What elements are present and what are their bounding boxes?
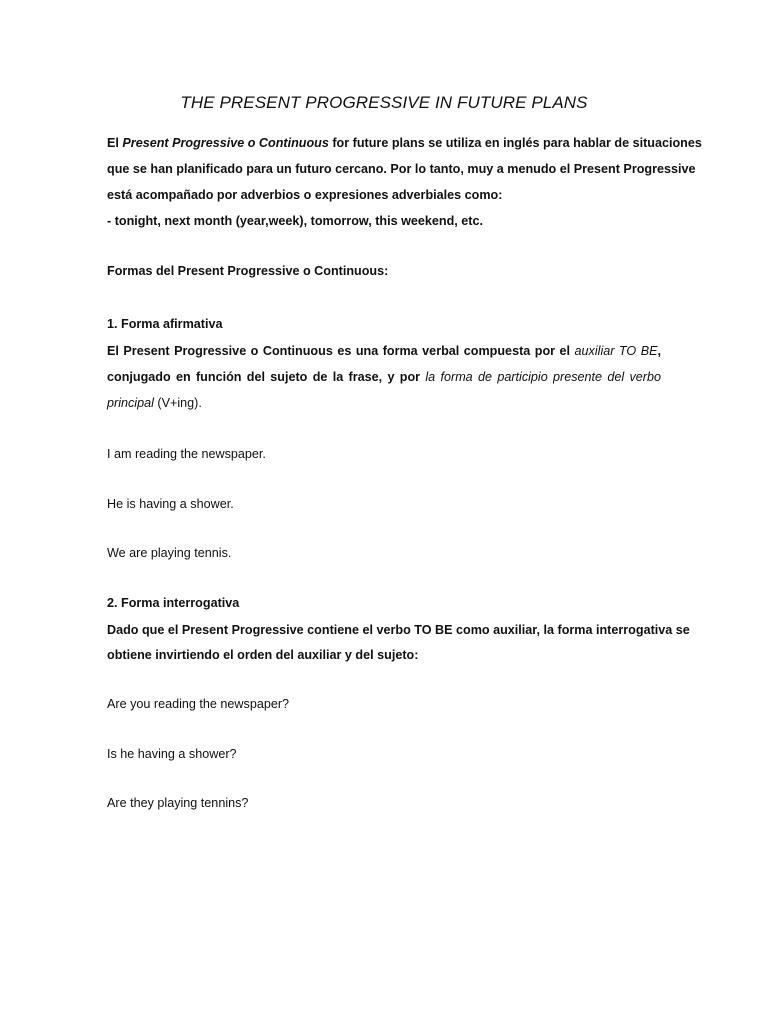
example-sentence: I am reading the newspaper. [107,447,266,461]
section1-text: conjugado en función del sujeto de la frase, y por [107,370,426,384]
intro-line-3: está acompañado por adverbios o expresiones adverbiales como: [107,188,503,202]
section2-line-2: obtiene invirtiendo el orden del auxiliar y del sujeto: [107,648,419,662]
section2-heading: 2. Forma interrogativa [107,596,240,610]
intro-line-4: - tonight, next month (year,week), tomorrow, this weekend, etc. [107,214,484,228]
intro-line-1 [107,135,702,151]
section1-text: , [657,344,661,358]
section1-emphasis: auxiliar TO BE [574,344,658,358]
intro-line-2: que se han planificado para un futuro cercano. Por lo tanto, muy a menudo el Present Progressive [107,162,696,176]
section1-text: El Present Progressive o Continuous es una forma verbal compuesta por el [107,344,575,358]
example-question: Is he having a shower? [107,747,237,761]
section1-line-2 [107,369,661,385]
section1-line-1 [107,343,661,359]
section2-line-1: Dado que el Present Progressive contiene el verbo TO BE como auxiliar, la forma interrogativa se [107,623,690,637]
section1-text: (V+ing). [153,396,202,410]
section1-emphasis: la forma de participio presente del verbo [425,370,661,384]
example-question: Are you reading the newspaper? [107,697,290,711]
intro-text: El [107,136,123,150]
example-question: Are they playing tennins? [107,796,249,810]
forms-heading: Formas del Present Progressive o Continuous: [107,264,389,278]
section1-heading: 1. Forma afirmativa [107,317,223,331]
intro-term: Present Progressive o Continuous [122,136,329,150]
intro-text: for future plans se utiliza en inglés para hablar de situaciones [328,136,702,150]
section1-line-3 [107,395,661,411]
example-sentence: He is having a shower. [107,497,234,511]
section1-emphasis: principal [107,396,154,410]
example-sentence: We are playing tennis. [107,546,232,560]
document-title: THE PRESENT PROGRESSIVE IN FUTURE PLANS [180,93,588,112]
